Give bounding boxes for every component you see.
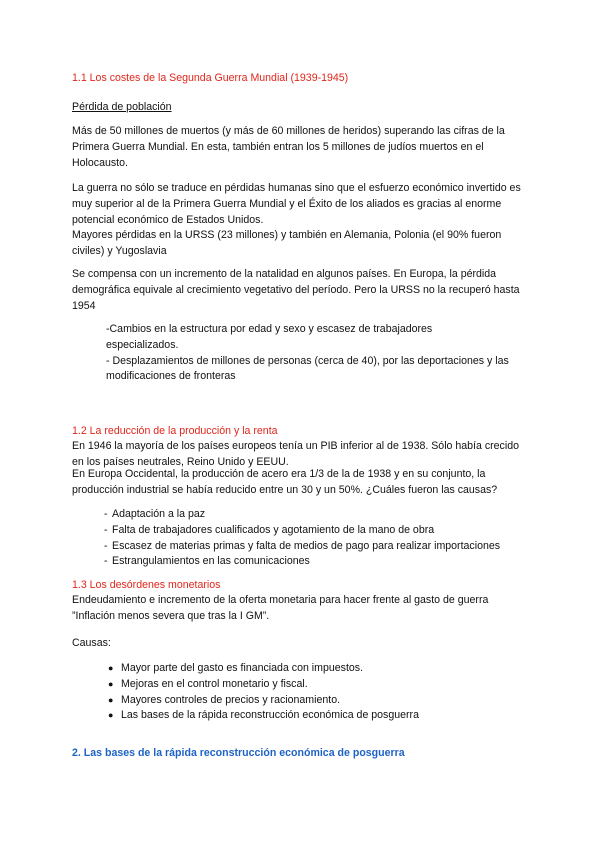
bullet-icon: ● — [108, 663, 114, 673]
paragraph-ussr-losses: Mayores pérdidas en la URSS (23 millones) y también en Alemania, Polonia (el 90% fueron civiles) y Yugoslavia — [72, 229, 502, 258]
section-1-3-heading: 1.3 Los desórdenes monetarios — [72, 579, 221, 591]
paragraph-debt: Endeudamiento e incremento de la oferta monetaria para hacer frente al gasto de guerra — [72, 594, 489, 606]
dash-list-effects — [106, 322, 536, 385]
list-item: - Adaptación a la paz — [104, 507, 544, 523]
causes-bullet-list — [108, 661, 528, 724]
subheading-population-loss: Pérdida de población — [72, 101, 172, 113]
list-item: ● Mayor parte del gasto es financiada con impuestos. — [108, 661, 528, 677]
paragraph-deaths: Más de 50 millones de muertos (y más de 60 millones de heridos) superando las cifras de la Primera Guerra Mundial. En esta, también entran los 5 millones de judíos muertos en el Holocausto. — [72, 125, 505, 169]
bullet-icon: ● — [108, 694, 114, 705]
dash-item-borders: modificaciones de fronteras — [106, 370, 236, 383]
list-item: ● Las bases de la rápida reconstrucción económica de posguerra — [108, 708, 528, 724]
dash-marker: - — [104, 523, 108, 536]
dash-marker: - — [104, 508, 108, 520]
section-1-1-heading: 1.1 Los costes de la Segunda Guerra Mundial (1939-1945) — [72, 72, 349, 84]
bullet-icon: ● — [108, 678, 114, 689]
section-1-2-heading: 1.2 La reducción de la producción y la renta — [72, 425, 278, 437]
dash-marker: - — [104, 539, 108, 552]
paragraph-steel: En Europa Occidental, la producción de acero era 1/3 de la de 1938 y en su conjunto, la producción industrial se había reducido entre un 30 y un 50%. ¿Cuáles fueron las causas? — [72, 468, 498, 496]
causes-dash-list — [104, 507, 544, 570]
paragraph-war-effort-text: La guerra no sólo se traduce en pérdidas humanas sino que el esfuerzo económico invertido es muy superior al de la Primera Guerra Mundial y el Éxito de los aliados es gracias al enorme potencial económico de Estados Unidos. — [72, 182, 521, 226]
paragraph-gdp: En 1946 la mayoría de los países europeos tenía un PIB inferior al de 1938. Sólo había crecido en los países neutrales, Reino Unido y EEUU. — [72, 440, 519, 468]
section-2-heading: 2. Las bases de la rápida reconstrucción económica de posguerra — [72, 747, 405, 759]
paragraph-war-effort — [72, 181, 530, 260]
dash-item-displacements: - Desplazamientos de millones de personas (cerca de 40), por las deportaciones y las — [106, 354, 509, 367]
paragraph-inflation: ”Inflación menos severa que tras la I GM”. — [72, 610, 270, 622]
dash-marker: - — [104, 555, 108, 568]
list-item: ● Mejoras en el control monetario y fiscal. — [108, 677, 528, 693]
dash-item-age-structure: -Cambios en la estructura por edad y sexo y escasez de trabajadores especializados. — [106, 323, 433, 351]
list-item: - Escasez de materias primas y falta de medios de pago para realizar importaciones — [104, 539, 544, 555]
paragraph-natality: Se compensa con un incremento de la natalidad en algunos países. En Europa, la pérdida demográfica equivale al crecimiento vegetativo del período. Pero la URSS no la recuperó hasta 1954 — [72, 268, 520, 312]
causes-label: Causas: — [72, 637, 111, 649]
list-item: - Estrangulamientos en las comunicaciones — [104, 554, 544, 570]
list-item: ● Mayores controles de precios y racionamiento. — [108, 693, 528, 709]
list-item: - Falta de trabajadores cualificados y agotamiento de la mano de obra — [104, 523, 544, 539]
bullet-icon: ● — [108, 710, 114, 721]
